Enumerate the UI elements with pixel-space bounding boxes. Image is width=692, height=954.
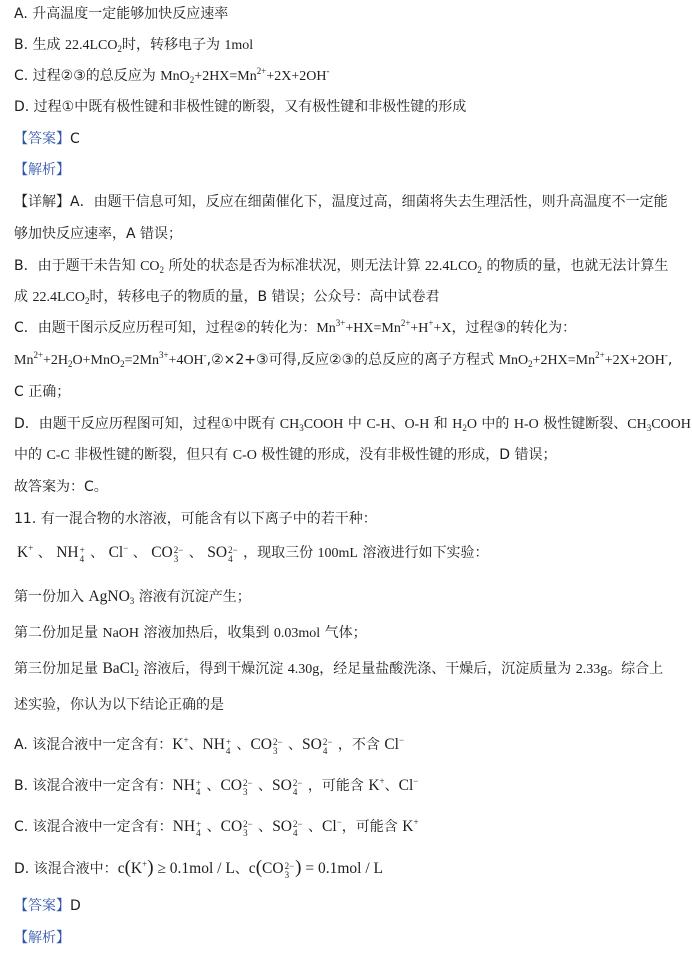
subscript: 3 (284, 870, 290, 880)
math-text: SO (272, 818, 293, 835)
subscript: 3 (646, 423, 652, 433)
text-run: 第一份加入 (14, 589, 89, 605)
q10-option-c (14, 66, 329, 86)
subscript: 2 (528, 359, 533, 369)
superscript: − (336, 817, 342, 827)
subscript: 2 (189, 75, 195, 85)
parenthesis: ) (147, 857, 154, 878)
formula-text: +2HX=Mn (532, 353, 596, 368)
superscript: + (79, 545, 85, 555)
formula-text: +HX=Mn (345, 321, 401, 336)
formula-text: O+MnO (72, 353, 121, 368)
formula-text: COOH (303, 417, 344, 432)
text-run: 时，转移电子的物质的量，B 错误；公众号：高中试卷君 (89, 289, 440, 305)
text-run: 、 (184, 545, 208, 561)
text-run: 第二份加足量 (14, 625, 103, 641)
formula-text: 2.33g (575, 662, 608, 677)
text-run: 、 (85, 545, 109, 561)
stacked-script (273, 738, 283, 756)
text-run: ，经足量盐酸洗涤、干燥后，沉淀质量为 (319, 661, 576, 677)
math-text: NH (172, 818, 196, 835)
superscript: − (398, 735, 405, 745)
text-run: 中 (343, 416, 367, 432)
subscript: 3 (299, 423, 304, 433)
text-run: 、 (384, 778, 399, 794)
q10-option-a (14, 4, 228, 24)
math-text: = 0.1mol / L (301, 860, 383, 877)
subscript: 3 (129, 596, 135, 606)
superscript: 2− (293, 819, 303, 829)
text-run: C．由题干图示反应历程可知，过程②的转化为： (14, 320, 317, 336)
subscript: 2 (68, 359, 73, 369)
q10-explanation-line (14, 414, 691, 434)
superscript: 2− (228, 545, 238, 555)
text-run: A. 升高温度一定能够加快反应速率 (14, 6, 229, 22)
text-run: ，可能含 (303, 778, 369, 794)
math-text: Cl (108, 544, 124, 561)
formula-text: CH (279, 417, 300, 432)
text-run: 、 (283, 737, 303, 753)
superscript: 2+ (33, 350, 44, 360)
text-run: 、 (201, 778, 221, 794)
text-run: 、 (253, 778, 273, 794)
q10-explanation-line (14, 256, 668, 276)
section-label: 【解析】 (14, 162, 70, 178)
subscript: 3 (173, 554, 179, 564)
superscript: - (664, 350, 668, 360)
text-run: 中的 (476, 416, 514, 432)
math-text: Cl (384, 736, 399, 753)
formula-text: +X (433, 321, 452, 336)
q11-option-d (14, 855, 383, 881)
formula-text: 22.4LCO (424, 259, 478, 274)
math-text: Cl (322, 818, 337, 835)
math-text: c (117, 860, 125, 877)
text-run: C 正确； (14, 384, 71, 400)
text-run: , (667, 352, 673, 368)
formula-text: MnO (498, 353, 529, 368)
text-run: B．由于题干未告知 (14, 258, 141, 274)
math-text: AgNO (88, 588, 130, 605)
superscript: 2− (242, 778, 253, 788)
text-run: 、 (202, 819, 221, 835)
superscript: 3+ (158, 350, 169, 360)
math-text: CO (220, 777, 242, 794)
text-run: D. 该混合液中： (14, 861, 118, 877)
superscript: + (142, 859, 148, 869)
subscript: 4 (225, 746, 231, 756)
q11-option-c (14, 814, 419, 840)
q10-explanation-line (14, 287, 440, 307)
text-run: B. 该混合液中一定含有： (14, 778, 173, 794)
text-run: 。综合上 (607, 661, 664, 677)
text-run: 溶液后，得到干燥沉淀 (138, 661, 288, 677)
text-run: 极性键的形成，没有非极性键的形成，D 错误； (256, 447, 557, 463)
q11-option-b (14, 773, 418, 799)
superscript: 2+ (256, 66, 267, 76)
parenthesis: ) (295, 857, 302, 878)
formula-text: Mn (14, 353, 34, 368)
text-run: 、 (188, 737, 203, 753)
superscript: + (183, 735, 189, 745)
subscript: 4 (195, 787, 201, 797)
math-text: CO (220, 818, 243, 835)
formula-text: Mn (316, 321, 336, 336)
section-label: 【解析】 (14, 930, 70, 946)
formula-text: 1mol (224, 38, 254, 53)
superscript: + (28, 543, 34, 553)
text-run: 、 (303, 819, 323, 835)
superscript: − (123, 543, 129, 553)
superscript: 2− (292, 778, 303, 788)
stacked-script (228, 546, 238, 564)
formula-text: MnO (160, 69, 190, 84)
superscript: - (203, 350, 207, 360)
stacked-script (293, 779, 303, 797)
superscript: − (413, 776, 419, 786)
subscript: 4 (293, 828, 298, 838)
math-text: NH (172, 777, 195, 794)
q10-option-d (14, 97, 466, 117)
subscript: 4 (292, 787, 298, 797)
stacked-script (80, 546, 85, 564)
superscript: + (413, 817, 419, 827)
formula-text: 100mL (317, 546, 358, 561)
subscript: 2 (462, 423, 467, 433)
formula-text: H-O (513, 417, 539, 432)
text-run: 溶液加热后，收集到 (139, 625, 274, 641)
subscript: 2 (477, 265, 482, 275)
q11-stem-title (14, 509, 377, 529)
text-run: 溶液进行如下实验： (358, 545, 489, 561)
text-run: A. 该混合液中一定含有： (14, 737, 173, 753)
subscript: 2 (84, 296, 90, 306)
stacked-script (226, 738, 231, 756)
formula-text: NaOH (102, 626, 139, 641)
formula-text: =2Mn (124, 353, 159, 368)
formula-text: 22.4LCO (32, 290, 85, 305)
q11-experiment-1 (14, 587, 251, 607)
q10-conclusion (14, 477, 108, 497)
text-run: D．由题干反应历程图可知，过程①中既有 (14, 416, 280, 432)
superscript: 2+ (595, 350, 605, 360)
math-text: ≥ 0.1mol / L (153, 860, 235, 877)
formula-text: +2X+2OH (266, 69, 327, 84)
stacked-script (174, 546, 184, 564)
math-text: NH (202, 736, 225, 753)
text-run: 、 (128, 545, 152, 561)
subscript: 2 (134, 668, 139, 678)
stacked-script (323, 738, 333, 756)
q11-analysis-label (14, 928, 70, 948)
text-run: ,②×2+③可得,反应②③的总反应的离子方程式 (206, 352, 499, 368)
math-text: SO (207, 544, 228, 561)
q10-answer (14, 129, 80, 149)
math-text: Cl (398, 777, 414, 794)
text-run: 溶液有沉淀产生； (134, 589, 251, 605)
parenthesis: ( (124, 857, 131, 878)
q10-analysis-label (14, 160, 70, 180)
q11-question (14, 695, 224, 715)
text-run: 够加快反应速率，A 错误； (14, 226, 183, 242)
superscript: + (196, 819, 202, 829)
subscript: 2 (120, 359, 125, 369)
text-run: ，现取三份 (238, 545, 318, 561)
formula-text: CH (627, 417, 647, 432)
formula-text: +4OH (168, 353, 204, 368)
q10-explanation-line (14, 192, 668, 212)
formula-text: C-C (46, 448, 70, 463)
formula-text: 4.30g (287, 662, 320, 677)
formula-text: O-H (404, 417, 430, 432)
text-run: ，可能含 (341, 819, 403, 835)
formula-text: C-O (232, 448, 257, 463)
q10-explanation-line (14, 224, 182, 244)
formula-text: COOH (651, 417, 691, 432)
math-text: SO (272, 777, 292, 794)
text-run: 所处的状态是否为标准状况，则无法计算 (164, 258, 425, 274)
text-run: ，不含 (333, 737, 385, 753)
text-run: 、 (33, 545, 57, 561)
superscript: 2− (322, 737, 333, 747)
q11-answer (14, 896, 81, 916)
subscript: 2 (159, 265, 165, 275)
formula-text: 22.4LCO (64, 38, 118, 53)
subscript: 4 (79, 554, 85, 564)
text-run: 、 (231, 737, 251, 753)
text-run: 中的 (14, 447, 47, 463)
text-run: 故答案为：C。 (14, 479, 108, 495)
superscript: + (379, 776, 385, 786)
superscript: + (195, 778, 201, 788)
math-text: K (368, 777, 380, 794)
text-run: 极性键断裂、 (538, 416, 628, 432)
formula-text: +2H (43, 353, 69, 368)
math-text: c (248, 860, 256, 877)
formula-text: +H (410, 321, 429, 336)
formula-text: 0.03mol (273, 626, 321, 641)
text-run: C (70, 131, 80, 147)
superscript: 2− (173, 545, 184, 555)
superscript: 2− (272, 737, 283, 747)
stacked-script (285, 862, 295, 880)
text-run: D. 过程①中既有极性键和非极性键的断裂，又有极性键和非极性键的形成 (14, 99, 467, 115)
superscript: - (326, 66, 330, 76)
math-text: NH (56, 544, 79, 561)
text-run: 气体； (320, 625, 367, 641)
text-run: C. 过程②③的总反应为 (14, 68, 161, 84)
stacked-script (196, 820, 201, 838)
subscript: 3 (242, 787, 248, 797)
math-text: K (130, 860, 143, 877)
formula-text: O (466, 417, 477, 432)
superscript: 3+ (335, 318, 346, 328)
superscript: 2− (284, 861, 295, 871)
q11-option-a (14, 732, 404, 758)
text-run: 、 (253, 819, 273, 835)
text-run: B. 生成 (14, 37, 65, 53)
text-run: D (70, 898, 81, 914)
subscript: 4 (322, 746, 328, 756)
math-text: K (402, 818, 414, 835)
formula-text: +2X+2OH (604, 353, 665, 368)
subscript: 4 (196, 828, 201, 838)
subscript: 3 (272, 746, 278, 756)
q11-experiment-3 (14, 659, 663, 679)
parenthesis: ( (255, 857, 263, 878)
math-text: SO (302, 736, 322, 753)
formula-text: +2HX=Mn (194, 69, 257, 84)
superscript: + (225, 737, 231, 747)
text-run: 【详解】A．由题干信息可知，反应在细菌催化下，温度过高，细菌将失去生理活性，则升高温度不一定能 (14, 194, 668, 210)
q11-experiment-2 (14, 623, 367, 643)
stacked-script (293, 820, 303, 838)
superscript: + (428, 318, 434, 328)
text-run: 时，转移电子为 (121, 37, 225, 53)
text-run: ，过程③的转化为： (451, 320, 577, 336)
math-text: CO (262, 860, 284, 877)
q10-explanation-line (14, 350, 672, 370)
text-run: 述实验，你认为以下结论正确的是 (14, 697, 224, 713)
text-run: 第三份加足量 (14, 661, 103, 677)
q11-ion-list (17, 540, 488, 566)
stacked-script (243, 779, 253, 797)
formula-text: H (452, 417, 463, 432)
section-label: 【答案】 (14, 131, 70, 147)
q10-explanation-line (14, 318, 576, 338)
q10-option-b (14, 35, 253, 55)
text-run: 、 (234, 861, 249, 877)
math-text: K (17, 544, 29, 561)
subscript: 4 (228, 554, 233, 564)
subscript: 2 (117, 44, 122, 54)
superscript: 2− (243, 819, 253, 829)
q10-explanation-line (14, 382, 70, 402)
stacked-script (243, 820, 253, 838)
formula-text: C-H (366, 417, 391, 432)
text-run: 非极性键的断裂，但只有 (69, 447, 233, 463)
text-run: 的物质的量，也就无法计算生 (481, 258, 669, 274)
text-run: 11. 有一混合物的水溶液，可能含有以下离子中的若干种： (14, 511, 377, 527)
text-run: 成 (14, 289, 33, 305)
math-text: BaCl (102, 660, 135, 677)
text-run: 、 (390, 416, 405, 432)
q10-explanation-line (14, 445, 557, 465)
math-text: CO (151, 544, 173, 561)
section-label: 【答案】 (14, 898, 70, 914)
subscript: 3 (243, 828, 248, 838)
stacked-script (196, 779, 201, 797)
math-text: CO (250, 736, 272, 753)
math-text: K (172, 736, 184, 753)
superscript: 2+ (400, 318, 411, 328)
text-run: C. 该混合液中一定含有： (14, 819, 173, 835)
formula-text: CO (140, 259, 160, 274)
text-run: 和 (429, 416, 453, 432)
